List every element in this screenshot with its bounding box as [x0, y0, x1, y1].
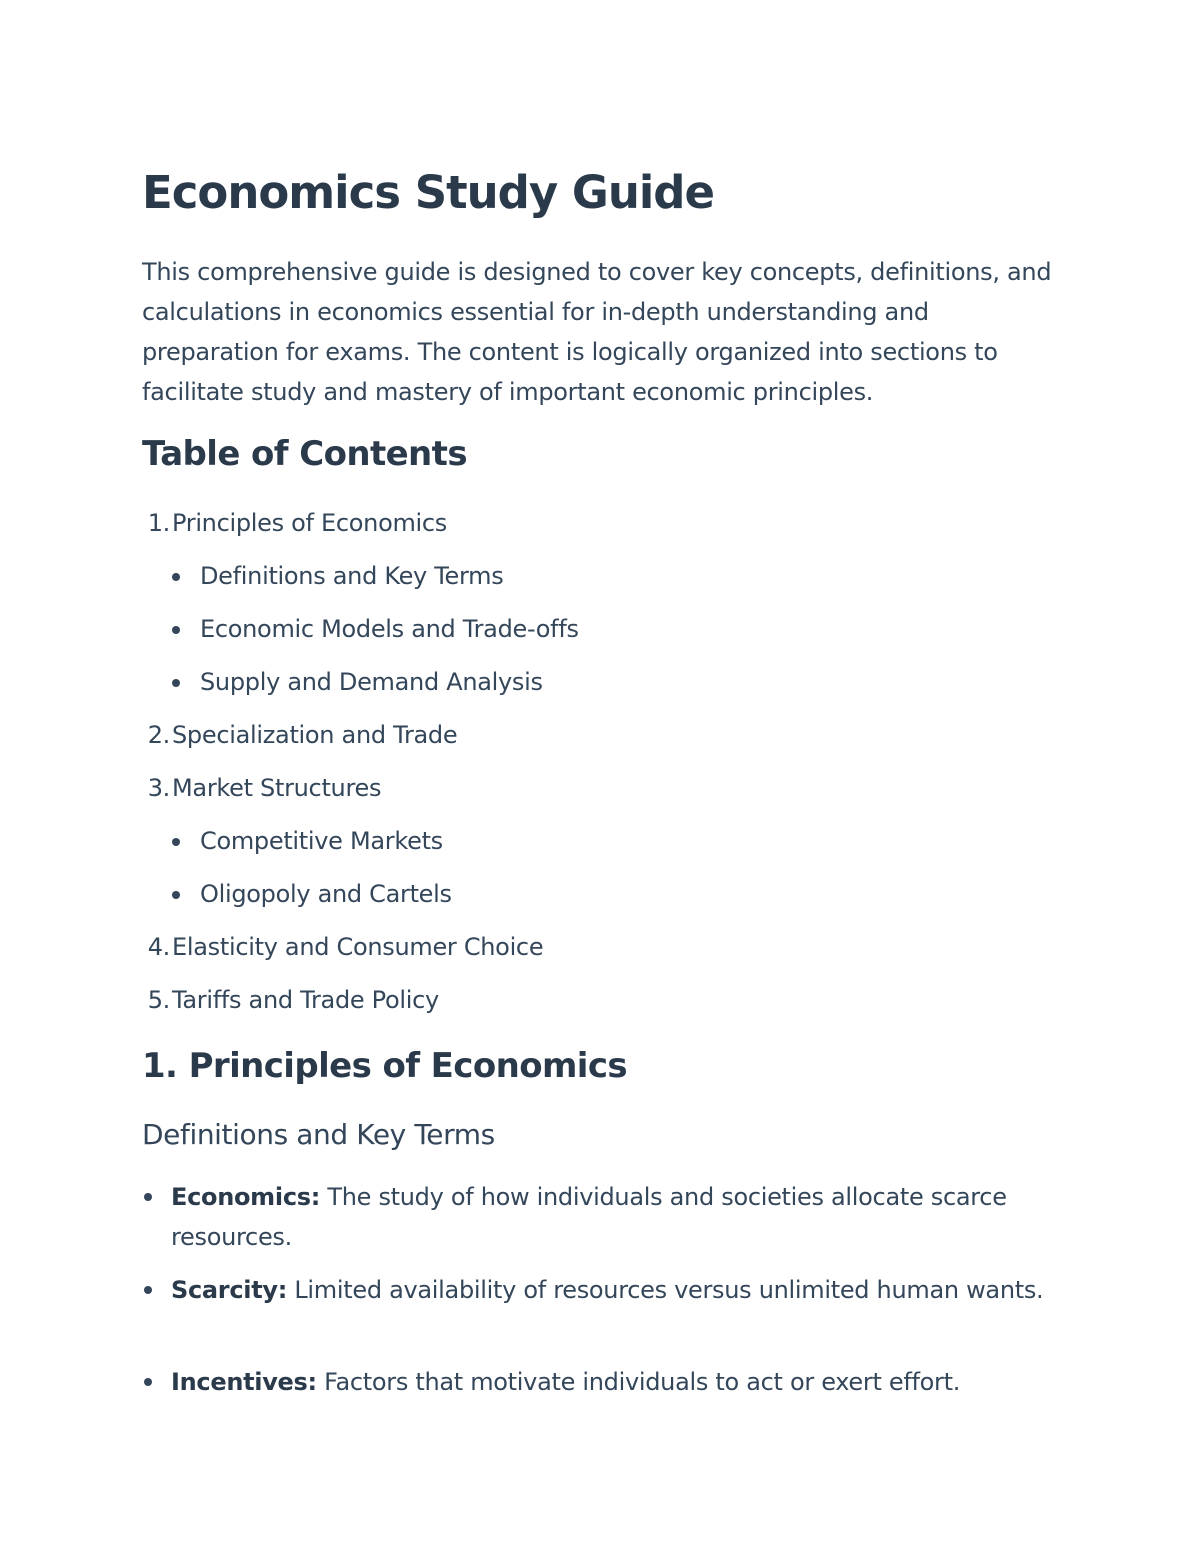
toc-item-label: Tariffs and Trade Policy: [172, 986, 439, 1014]
toc-item-label: Market Structures: [172, 774, 382, 802]
bullet-icon: [172, 838, 180, 846]
toc-item-number: 5.: [147, 986, 170, 1014]
definition-text: Limited availability of resources versus unlimited human wants.: [287, 1276, 1044, 1304]
document-title: Economics Study Guide: [142, 166, 715, 219]
bullet-icon: [172, 573, 180, 581]
bullet-icon: [172, 679, 180, 687]
definition-item: Scarcity: Limited availability of resources versus unlimited human wants.: [171, 1276, 1044, 1304]
intro-paragraph: This comprehensive guide is designed to cover key concepts, definitions, and calculations in economics essential for in-depth understanding and preparation for exams. The content is logically organized into sections to facilitate study and mastery of important economic principles.: [142, 258, 1052, 406]
toc-item-principles: [142, 508, 447, 538]
bullet-icon: [172, 626, 180, 634]
toc-subitem-supply-demand: Supply and Demand Analysis: [200, 668, 543, 696]
toc-heading: Table of Contents: [142, 434, 467, 474]
toc-item-label: Elasticity and Consumer Choice: [172, 933, 544, 961]
definition-text: Factors that motivate individuals to act or exert effort.: [316, 1368, 961, 1396]
toc-item-label: Principles of Economics: [172, 509, 448, 537]
definition-item: Economics: The study of how individuals and societies allocate scarce resources.: [171, 1183, 1007, 1251]
toc-subitem-models: Economic Models and Trade-offs: [200, 615, 579, 643]
definition-term: Scarcity: [171, 1276, 278, 1304]
toc-item-number: 3.: [147, 774, 170, 802]
definition-term: Incentives: [171, 1368, 308, 1396]
bullet-icon: [144, 1193, 152, 1201]
bullet-icon: [172, 891, 180, 899]
toc-item-number: 1.: [147, 509, 170, 537]
bullet-icon: [144, 1286, 152, 1294]
definition-term: Economics: [171, 1183, 311, 1211]
definition-item: Incentives: Factors that motivate individuals to act or exert effort.: [171, 1368, 961, 1396]
toc-item-elasticity: [142, 932, 543, 962]
toc-subitem-competitive: Competitive Markets: [200, 827, 443, 855]
bullet-icon: [144, 1378, 152, 1386]
definition-text: The study of how individuals and societies allocate scarce resources.: [171, 1183, 1007, 1251]
toc-item-specialization: [142, 720, 457, 750]
toc-subitem-oligopoly: Oligopoly and Cartels: [200, 880, 452, 908]
toc-item-tariffs: [142, 985, 439, 1015]
toc-item-market-structures: [142, 773, 381, 803]
toc-item-number: 2.: [147, 721, 170, 749]
toc-item-number: 4.: [147, 933, 170, 961]
toc-item-label: Specialization and Trade: [172, 721, 458, 749]
toc-subitem-definitions: Definitions and Key Terms: [200, 562, 504, 590]
section-heading: 1. Principles of Economics: [142, 1046, 628, 1086]
subsection-heading: Definitions and Key Terms: [142, 1118, 495, 1151]
